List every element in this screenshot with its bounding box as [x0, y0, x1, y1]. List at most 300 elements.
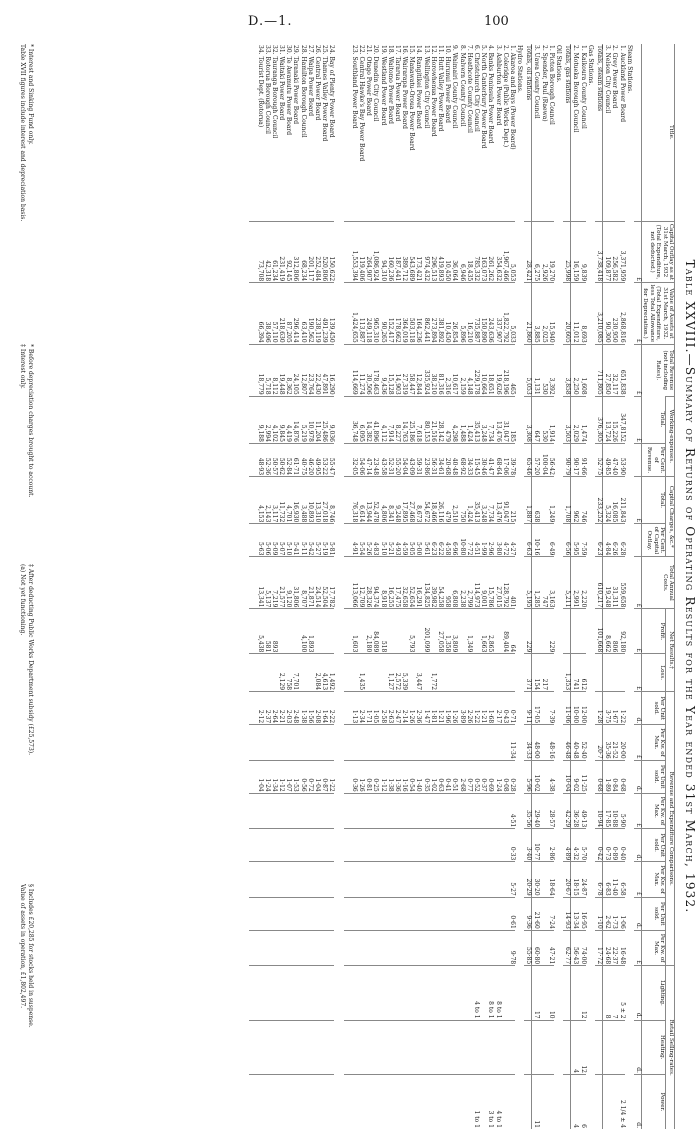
table-cell: 1·22 [472, 692, 479, 725]
table-cell: 2,510 [450, 477, 457, 524]
row-title: 23. Southland Power Board [350, 45, 358, 129]
table-cell: 1,424 [465, 396, 472, 443]
totals-cell: 65·46 [524, 443, 532, 476]
totals-cell [344, 1074, 350, 1129]
table-cell: 2,159 [457, 344, 464, 396]
totals-cell: 6·23 [595, 524, 603, 557]
table-row [472, 44, 479, 1129]
table-cell: 211,843 [617, 477, 624, 524]
table-cell: 10·02 [532, 760, 540, 793]
table-cell: 0·25 [371, 760, 378, 793]
table-cell: 5 ± 2 [617, 966, 624, 1020]
table-cell: 229 [547, 609, 554, 654]
unit-cell: d. [634, 760, 642, 793]
table-cell [501, 829, 508, 862]
totals-cell: 10·94 [595, 793, 603, 828]
table-cell: 47,891 [320, 344, 327, 396]
table-cell: 24,105 [291, 344, 298, 396]
table-cell [378, 654, 385, 692]
unit-cell: d. [634, 692, 642, 725]
table-cell: 190,562 [306, 283, 313, 344]
table-cell [450, 725, 457, 760]
table-cell: 52·36 [263, 443, 270, 476]
table-cell [313, 862, 320, 897]
table-cell [407, 930, 414, 965]
col-header-title: Title. [641, 44, 674, 221]
table-cell: 34·61 [436, 443, 443, 476]
table-cell: 43·09 [407, 443, 414, 476]
table-cell: 185 [508, 396, 515, 443]
totals-label: Totals, gas stations [563, 44, 571, 221]
table-cell: 19,248 [602, 557, 610, 609]
table-cell [479, 1020, 486, 1074]
table-cell [277, 1020, 284, 1074]
table-cell: 518 [378, 609, 385, 654]
table-cell: 6,946 [457, 221, 464, 282]
table-cell: 8 [602, 966, 610, 1020]
row-title: 3. Ashburton Power Board [494, 45, 502, 126]
table-cell: 2·14 [400, 692, 407, 725]
table-cell [327, 930, 334, 965]
row-title: 22. Central Hawke's Bay Power Board [357, 45, 365, 162]
table-cell: 2·36 [414, 692, 421, 725]
table-cell [501, 1020, 508, 1074]
table-cell: 12 [578, 966, 585, 1020]
table-cell [539, 897, 546, 930]
table-cell: 252,484 [313, 221, 320, 282]
table-cell [436, 654, 443, 692]
table-cell: 230,950 [610, 283, 617, 344]
table-cell: 5,137 [263, 557, 270, 609]
table-cell: 3 to 1 [486, 1074, 493, 1129]
table-cell: 48·93 [255, 443, 262, 476]
table-cell: 9,248 [393, 477, 400, 524]
unit-cell [634, 524, 642, 557]
table-cell [539, 793, 546, 828]
table-cell [547, 1020, 554, 1074]
table-row [327, 44, 334, 1129]
table-cell: 57·20 [532, 443, 540, 476]
totals-cell [249, 557, 255, 609]
table-cell: 12,807 [298, 344, 305, 396]
table-cell: 113,066 [350, 557, 357, 609]
table-cell [327, 862, 334, 897]
totals-cell [563, 966, 571, 1020]
table-cell: 4·51 [472, 524, 479, 557]
table-cell [539, 609, 546, 654]
table-cell: 8,693 [578, 283, 585, 344]
table-cell: 13,341 [255, 557, 262, 609]
table-cell: 5·07 [277, 524, 284, 557]
table-cell [263, 1074, 270, 1129]
totals-cell: 4·89 [563, 829, 571, 862]
table-cell [443, 897, 450, 930]
table-cell [571, 609, 579, 654]
table-cell [457, 609, 464, 654]
table-cell: 90,300 [602, 283, 610, 344]
table-cell: 1·26 [450, 692, 457, 725]
table-cell [400, 862, 407, 897]
totals-cell: 3,503 [563, 396, 571, 443]
table-cell [320, 966, 327, 1020]
table-cell [255, 930, 262, 965]
table-row [532, 44, 540, 1129]
table-cell [263, 654, 270, 692]
totals-cell [249, 396, 255, 443]
table-cell [364, 654, 371, 692]
totals-cell: 0·42 [595, 829, 603, 862]
table-cell [479, 930, 486, 965]
table-cell: 1·38 [298, 692, 305, 725]
table-cell [386, 1074, 393, 1129]
table-cell [371, 1020, 378, 1074]
table-cell: 17,895 [400, 477, 407, 524]
table-cell [465, 862, 472, 897]
row-title: 9. Waimairi County Council [451, 45, 459, 129]
table-cell: 2 1/4 ± 4 [617, 1074, 624, 1129]
table-cell: 87,205 [284, 283, 291, 344]
table-cell: 34·33 [465, 443, 472, 476]
table-cell: 2,868,816 [617, 283, 624, 344]
table-cell: 4,419 [284, 396, 291, 443]
table-cell [320, 609, 327, 654]
table-cell: 48·16 [547, 725, 554, 760]
table-cell [414, 609, 421, 654]
table-cell: 28·57 [547, 793, 554, 828]
table-cell: 90,265 [378, 283, 385, 344]
table-cell [291, 609, 298, 654]
section-heading: Steam Stations. [625, 45, 633, 94]
totals-cell [344, 396, 350, 443]
table-cell [465, 1020, 472, 1074]
table-cell [298, 654, 305, 692]
table-cell [436, 725, 443, 760]
table-cell: 1·22 [617, 692, 624, 725]
table-cell: 16·95 [578, 897, 585, 930]
page-number: 100 [484, 14, 509, 29]
table-cell [421, 862, 428, 897]
table-cell [270, 829, 277, 862]
table-cell: 17 [532, 966, 540, 1020]
table-cell: 2·63 [386, 692, 393, 725]
table-cell: 5·54 [357, 524, 364, 557]
rotated-table-sheet [7, 44, 697, 1129]
table-cell: 164,236 [414, 283, 421, 344]
table-cell: 7 [610, 966, 617, 1020]
table-cell [450, 930, 457, 965]
table-cell [350, 654, 357, 692]
row-title: 1. Akaroa and Bays (Power Board) [508, 45, 516, 150]
totals-cell [344, 1020, 350, 1074]
table-cell [277, 793, 284, 828]
table-cell: 0·28 [508, 760, 515, 793]
table-cell: 21,871 [306, 557, 313, 609]
table-cell: 6·58 [617, 862, 624, 897]
totals-cell: 610,217 [595, 557, 603, 609]
table-row [414, 44, 421, 1129]
table-cell [501, 897, 508, 930]
table-cell [364, 725, 371, 760]
table-cell: 21,516 [429, 396, 436, 443]
table-cell: 479 [443, 477, 450, 524]
unit-cell: d. [634, 829, 642, 862]
table-cell [610, 1074, 617, 1129]
table-row [450, 44, 457, 1129]
table-cell: 2·08 [313, 692, 320, 725]
totals-cell: 711,805 [595, 344, 603, 396]
totals-cell: 233,252 [595, 477, 603, 524]
table-cell: 758 [284, 654, 291, 692]
col-header-loss: Loss. [641, 654, 665, 692]
table-cell: 150,622 [327, 221, 334, 282]
col-header-avg-rev-per-unit: Per Unit sold. [641, 692, 665, 725]
table-cell: 1,603 [350, 609, 357, 654]
totals-cell: 90·79 [563, 443, 571, 476]
table-cell: 134,825 [421, 557, 428, 609]
table-cell: 84,089 [371, 609, 378, 654]
table-cell [578, 609, 585, 654]
table-cell [421, 966, 428, 1020]
table-cell [327, 897, 334, 930]
totals-cell [249, 829, 255, 862]
table-cell: 13,476 [493, 477, 500, 524]
table-cell: 9,839 [578, 221, 585, 282]
totals-cell [249, 966, 255, 1020]
table-cell [486, 725, 493, 760]
table-cell: 26,854 [450, 283, 457, 344]
table-cell: 2·68 [457, 760, 464, 793]
table-cell: 3,809 [450, 609, 457, 654]
row-title: 2. Spender, Paul (Raewa) [540, 45, 548, 122]
table-cell: 30,506 [364, 344, 371, 396]
table-cell [350, 966, 357, 1020]
table-cell: 4,100 [298, 609, 305, 654]
operating-results-table [249, 44, 675, 1129]
table-cell: 114,669 [350, 344, 357, 396]
row-title: 10. Hurunui Power Board [444, 45, 452, 124]
table-cell: 0·35 [421, 760, 428, 793]
totals-cell: 5,211 [563, 557, 571, 609]
table-row [378, 44, 385, 1129]
table-cell: 201,099 [421, 609, 428, 654]
table-cell [421, 1020, 428, 1074]
table-cell: 1,358 [443, 609, 450, 654]
table-cell: 55·47 [327, 443, 334, 476]
table-cell: 68·92 [457, 443, 464, 476]
totals-cell [595, 966, 603, 1020]
table-cell: 178,463 [371, 344, 378, 396]
table-cell [501, 862, 508, 897]
table-cell: 18·15 [571, 862, 579, 897]
row-title: 33. Rotorua Borough Council [263, 45, 271, 134]
table-cell: 0·36 [350, 760, 357, 793]
table-cell: 31,311 [610, 557, 617, 609]
table-cell: 2,316 [443, 344, 450, 396]
table-cell: 2·03 [284, 692, 291, 725]
table-cell: 2,926 [539, 221, 546, 282]
unit-cell: d. [634, 897, 642, 930]
table-cell [277, 725, 284, 760]
table-cell [407, 654, 414, 692]
table-cell [306, 1074, 313, 1129]
table-cell: 1,424,655 [350, 283, 357, 344]
table-row [357, 44, 364, 1129]
table-cell: 22·37 [610, 930, 617, 965]
table-cell [571, 966, 579, 1020]
table-cell [393, 1020, 400, 1074]
table-cell [393, 609, 400, 654]
table-cell: 1·99 [479, 524, 486, 557]
table-cell [255, 654, 262, 692]
table-cell: 178,662 [393, 283, 400, 344]
table-cell [393, 897, 400, 930]
table-cell: 735,887 [472, 283, 479, 344]
table-cell: 747 [539, 557, 546, 609]
table-cell [313, 897, 320, 930]
table-cell [436, 862, 443, 897]
section-heading-row [515, 44, 524, 1129]
table-cell [313, 725, 320, 760]
table-cell [393, 829, 400, 862]
table-cell: 217 [539, 654, 546, 692]
table-row [407, 44, 414, 1129]
row-title: 24. Bay of Plenty Power Board [328, 45, 336, 138]
table-cell: 1,553,394 [350, 221, 357, 282]
unit-cell: £ [634, 725, 642, 760]
table-cell [298, 862, 305, 897]
table-cell: 113,887 [357, 283, 364, 344]
table-cell [386, 1020, 393, 1074]
table-cell: 2·58 [378, 692, 385, 725]
table-cell: 36,064 [450, 221, 457, 282]
table-cell: 337,907 [493, 283, 500, 344]
table-cell: 23·86 [421, 443, 428, 476]
table-cell: 94,310 [378, 221, 385, 282]
table-cell [306, 654, 313, 692]
table-cell: 100·04 [539, 443, 546, 476]
totals-cell: 14·93 [563, 897, 571, 930]
table-cell: 57,110 [270, 283, 277, 344]
table-cell: 91,047 [501, 477, 508, 524]
row-title: 13. Wellington City Council [422, 45, 430, 129]
table-cell [270, 862, 277, 897]
table-cell [486, 829, 493, 862]
table-row [386, 44, 393, 1129]
table-cell: 4·32 [571, 829, 579, 862]
table-cell [255, 829, 262, 862]
table-cell: 741 [571, 654, 579, 692]
table-cell [284, 1020, 291, 1074]
table-cell [457, 1020, 464, 1074]
table-cell: 109,877 [602, 221, 610, 282]
table-cell [306, 897, 313, 930]
table-cell [429, 897, 436, 930]
table-cell: 3,392 [547, 344, 554, 396]
table-cell: 38,210 [429, 344, 436, 396]
table-cell: 48·00 [532, 725, 540, 760]
table-cell: 10·00 [571, 692, 579, 725]
table-cell: 261,262 [486, 221, 493, 282]
table-cell [493, 793, 500, 828]
table-cell: 10,893 [306, 477, 313, 524]
table-cell [486, 897, 493, 930]
table-cell: 335,924 [421, 344, 428, 396]
table-cell: 4·91 [350, 524, 357, 557]
table-cell: 893 [270, 609, 277, 654]
table-cell: 785,332 [472, 221, 479, 282]
table-cell: 0·71 [508, 692, 515, 725]
table-cell [378, 897, 385, 930]
table-cell [291, 1020, 298, 1074]
table-cell: 256,582 [610, 221, 617, 282]
col-header-total-annual-costs: Total Annual Costs. [641, 557, 674, 609]
table-cell [501, 930, 508, 965]
table-cell: 2,180 [364, 609, 371, 654]
table-cell: 9,436 [378, 344, 385, 396]
unit-cell: £ [634, 793, 642, 828]
totals-cell [344, 524, 350, 557]
table-cell: 1·38 [386, 760, 393, 793]
row-title: 31. Waitaki Power Board [278, 45, 286, 121]
table-cell [610, 1020, 617, 1074]
table-cell: 119,406 [357, 221, 364, 282]
table-cell: 8 to 1 [486, 966, 493, 1020]
table-cell [414, 1074, 421, 1129]
table-cell [306, 930, 313, 965]
totals-cell [524, 966, 532, 1020]
table-cell [457, 966, 464, 1020]
totals-cell [249, 344, 255, 396]
row-title: 21. Otago Power Board [365, 45, 373, 116]
table-cell [393, 930, 400, 965]
table-cell: 20·00 [617, 725, 624, 760]
group-header-net-results: Net Results.† [666, 609, 675, 692]
table-cell: 0·43 [501, 692, 508, 725]
table-cell [457, 930, 464, 965]
totals-cell: 6·63 [524, 524, 532, 557]
table-cell: 128,792 [501, 557, 508, 609]
table-cell: 11,012 [571, 283, 579, 344]
table-cell [357, 897, 364, 930]
table-cell: 163,073 [479, 221, 486, 282]
table-cell: 1·13 [350, 692, 357, 725]
table-cell: 2·37 [263, 692, 270, 725]
table-cell [539, 477, 546, 524]
table-row [306, 44, 313, 1129]
table-cell [313, 793, 320, 828]
table-cell: 1,914 [547, 396, 554, 443]
table-cell: 0·52 [472, 760, 479, 793]
table-cell: 229,178 [472, 344, 479, 396]
table-cell: 750 [457, 477, 464, 524]
table-cell: 3·80 [493, 524, 500, 557]
table-cell [313, 1020, 320, 1074]
table-cell: 68·64 [493, 443, 500, 476]
table-row [457, 44, 464, 1129]
table-cell: 2,129 [277, 654, 284, 692]
table-cell: 35,413 [472, 396, 479, 443]
table-cell: 4·72 [501, 524, 508, 557]
table-cell [602, 1020, 610, 1074]
table-cell: 27,468 [407, 477, 414, 524]
totals-cell [344, 692, 350, 725]
table-cell [472, 1020, 479, 1074]
table-cell: 40·48 [450, 443, 457, 476]
table-cell: 5·26 [364, 524, 371, 557]
table-cell: 3,163 [547, 557, 554, 609]
table-cell: 243,636 [486, 283, 493, 344]
table-cell: 638 [532, 477, 540, 524]
